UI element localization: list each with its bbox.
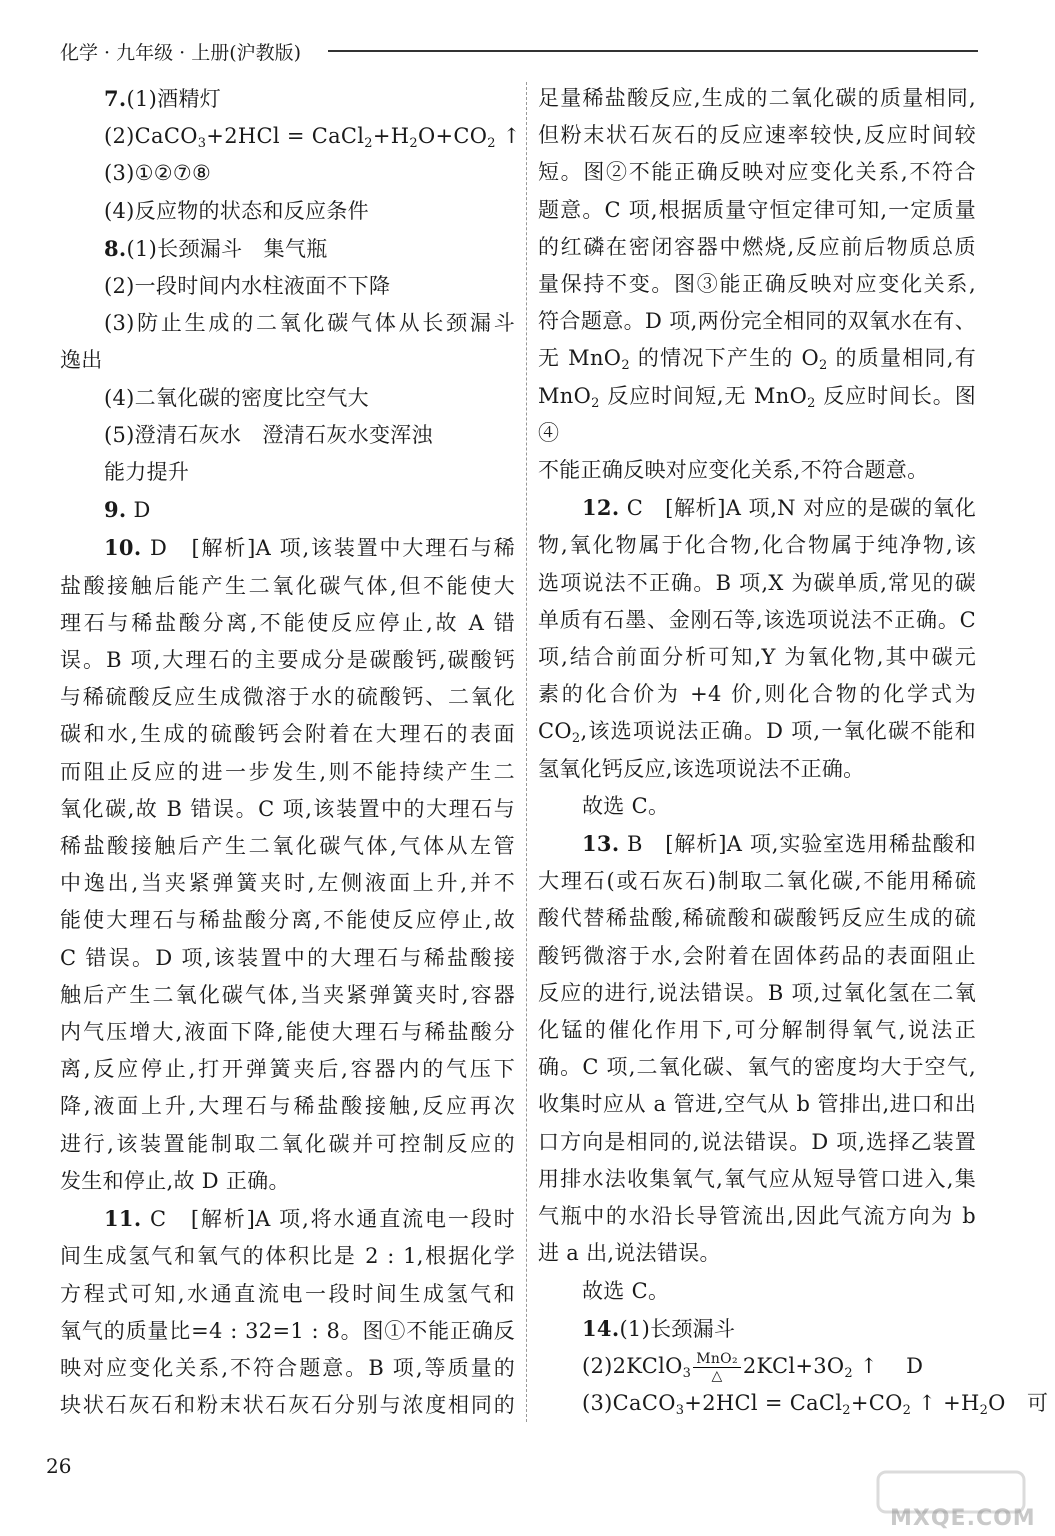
watermark-text: MXQE.COM bbox=[890, 1506, 1036, 1531]
text-segment: 气瓶中的水沿长导管流出,因此气流方向为 b bbox=[538, 1204, 976, 1229]
text-line bbox=[60, 1051, 515, 1088]
text-line bbox=[538, 452, 976, 489]
text-line bbox=[60, 380, 515, 417]
text-segment: 故选 C。 bbox=[582, 793, 670, 818]
text-segment: 内气压增大,液面下降,能使大理石与稀盐酸分 bbox=[60, 1020, 515, 1045]
header-rule bbox=[328, 50, 978, 52]
text-line bbox=[538, 1161, 976, 1198]
text-line bbox=[538, 825, 976, 863]
text-line bbox=[60, 342, 515, 379]
text-line bbox=[60, 1163, 515, 1200]
text-segment: 确。C 项,二氧化碳、氧气的密度均大于空气, bbox=[538, 1055, 976, 1080]
text-line bbox=[538, 676, 976, 713]
text-segment: 无 MnO bbox=[538, 346, 622, 371]
text-segment: 2KCl+3O bbox=[742, 1353, 845, 1378]
text-line bbox=[538, 117, 976, 154]
text-segment: 逸出 bbox=[60, 348, 103, 373]
subscript: 2 bbox=[409, 136, 418, 152]
text-segment: 反应时间短,无 MnO bbox=[599, 383, 808, 408]
text-segment: C 错误。D 项,该装置中的大理石与稀盐酸接 bbox=[60, 945, 515, 970]
text-segment: 不能正确反映对应变化关系,不符合题意。 bbox=[538, 458, 929, 483]
subscript: 2 bbox=[487, 136, 496, 152]
subscript: 2 bbox=[591, 395, 600, 411]
text-segment: (4)反应物的状态和反应条件 bbox=[104, 198, 369, 223]
text-line bbox=[60, 491, 515, 529]
heat-symbol: △ bbox=[711, 1367, 723, 1384]
text-segment: 单质有石墨、金刚石等,该选项说法不正确。C bbox=[538, 607, 976, 632]
text-segment: 碳和水,生成的硫酸钙会附着在大理石的表面 bbox=[60, 722, 515, 747]
text-line bbox=[538, 266, 976, 303]
text-line bbox=[60, 529, 515, 567]
text-line bbox=[60, 1126, 515, 1163]
subscript: 2 bbox=[844, 1365, 853, 1381]
text-segment: C [解析]A 项,将水通直流电一段时 bbox=[141, 1207, 515, 1232]
text-segment: 块状石灰石和粉末状石灰石分别与浓度相同的 bbox=[60, 1393, 515, 1418]
text-line bbox=[538, 154, 976, 191]
text-segment: ↑ +H bbox=[911, 1391, 980, 1416]
text-line bbox=[538, 229, 976, 266]
question-number: 12. bbox=[582, 495, 620, 521]
text-segment: D [解析]A 项,该装置中大理石与稀 bbox=[141, 536, 515, 561]
text-segment: ↑ D bbox=[853, 1353, 924, 1378]
text-line bbox=[538, 192, 976, 229]
text-segment: (2)2KClO bbox=[582, 1353, 683, 1378]
text-segment: (4)二氧化碳的密度比空气大 bbox=[104, 385, 369, 410]
text-line bbox=[538, 340, 976, 377]
subscript: 2 bbox=[571, 731, 581, 747]
text-segment: 酸钙微溶于水,会附着在固体药品的表面阻止 bbox=[538, 943, 976, 968]
text-segment: 氧气的质量比=4 : 32=1 : 8。图①不能正确反 bbox=[60, 1318, 515, 1343]
text-segment: 大理石(或石灰石)制取二氧化碳,不能用稀硫 bbox=[538, 869, 976, 894]
text-line bbox=[60, 754, 515, 791]
text-segment: 物,氧化物属于化合物,化合物属于纯净物,该 bbox=[538, 533, 976, 558]
text-line bbox=[60, 679, 515, 716]
text-segment: 降,液面上升,大理石与稀盐酸接触,反应再次 bbox=[60, 1094, 515, 1119]
text-segment: 的质量相同,有 bbox=[827, 346, 977, 371]
subscript: 2 bbox=[364, 136, 373, 152]
text-line bbox=[60, 1313, 515, 1350]
text-segment: ,该选项说法正确。D 项,一氧化碳不能和 bbox=[580, 719, 976, 744]
catalyst-label: MnO₂ bbox=[693, 1351, 741, 1368]
text-line bbox=[60, 1088, 515, 1125]
text-segment: 能使大理石与稀盐酸分离,不能使反应停止,故 bbox=[60, 908, 515, 933]
text-segment: +2HCl = CaCl bbox=[206, 124, 365, 149]
text-segment: D bbox=[126, 498, 151, 523]
text-segment: 中逸出,当夹紧弹簧夹时,左侧液面上升,并不 bbox=[60, 871, 515, 896]
subscript: 2 bbox=[902, 1403, 912, 1419]
text-line bbox=[60, 1238, 515, 1275]
text-segment: (3)CaCO bbox=[582, 1391, 676, 1416]
text-segment: 酸代替稀盐酸,稀硫酸和碳酸钙反应生成的硫 bbox=[538, 906, 976, 931]
text-segment: C [解析]A 项,N 对应的是碳的氧化 bbox=[619, 496, 976, 521]
text-segment: +CO bbox=[850, 1391, 903, 1416]
text-line bbox=[60, 940, 515, 977]
text-segment: +2HCl = CaCl bbox=[684, 1391, 843, 1416]
text-segment: 进行,该装置能制取二氧化碳并可控制反应的 bbox=[60, 1131, 515, 1156]
question-number: 8. bbox=[104, 235, 127, 261]
text-line bbox=[538, 975, 976, 1012]
text-segment: (2)一段时间内水柱液面不下降 bbox=[104, 274, 391, 299]
text-line bbox=[538, 527, 976, 564]
text-segment: ↑ bbox=[495, 124, 521, 149]
question-number: 14. bbox=[582, 1315, 620, 1341]
text-line bbox=[60, 305, 515, 342]
text-segment: 化锰的催化作用下,可分解制得氧气,说法正 bbox=[538, 1018, 976, 1043]
text-segment: O+CO bbox=[417, 124, 488, 149]
text-line bbox=[60, 417, 515, 454]
text-line bbox=[538, 1348, 976, 1385]
text-segment: 盐酸接触后能产生二氧化碳气体,但不能使大 bbox=[60, 573, 515, 598]
text-line bbox=[538, 565, 976, 602]
subscript: 2 bbox=[979, 1403, 989, 1419]
header-title: 化学 · 九年级 · 上册(沪教版) bbox=[60, 42, 302, 64]
text-line bbox=[60, 828, 515, 865]
text-line bbox=[538, 639, 976, 676]
text-line bbox=[538, 938, 976, 975]
text-segment: 触后产生二氧化碳气体,当夹紧弹簧夹时,容器 bbox=[60, 982, 515, 1007]
text-segment: 理石与稀盐酸分离,不能使反应停止,故 A 错 bbox=[60, 610, 515, 635]
text-segment: 素的化合价为 +4 价,则化合物的化学式为 bbox=[538, 682, 976, 707]
text-segment: 的情况下产生的 O bbox=[629, 346, 820, 371]
text-line bbox=[60, 118, 521, 155]
text-line bbox=[538, 900, 976, 937]
text-line bbox=[538, 1273, 976, 1310]
text-line bbox=[538, 80, 976, 117]
text-segment: 误。B 项,大理石的主要成分是碳酸钙,碳酸钙 bbox=[60, 648, 515, 673]
text-line bbox=[60, 977, 515, 1014]
subscript: 2 bbox=[842, 1403, 851, 1419]
text-line bbox=[538, 378, 976, 452]
question-number: 9. bbox=[104, 497, 127, 523]
text-line bbox=[538, 1310, 976, 1348]
text-segment: +H bbox=[372, 124, 410, 149]
right-column bbox=[538, 80, 1049, 1422]
question-number: 10. bbox=[104, 535, 142, 561]
text-line bbox=[60, 155, 515, 192]
text-segment: 故选 C。 bbox=[582, 1278, 670, 1303]
text-line bbox=[538, 788, 976, 825]
text-line bbox=[60, 80, 515, 118]
text-segment: 与稀硫酸反应生成微溶于水的硫酸钙、二氧化 bbox=[60, 685, 515, 710]
text-segment: 口方向是相同的,说法错误。D 项,选择乙装置 bbox=[538, 1129, 976, 1154]
subscript: 3 bbox=[682, 1365, 692, 1381]
text-line bbox=[538, 1049, 976, 1086]
reaction-condition bbox=[693, 1351, 741, 1384]
text-line bbox=[538, 1198, 976, 1235]
text-segment: 收集时应从 a 管进,空气从 b 管排出,进口和出 bbox=[538, 1092, 976, 1117]
text-segment: 间生成氢气和氧气的体积比是 2 : 1,根据化学 bbox=[60, 1244, 515, 1269]
text-line bbox=[60, 1350, 515, 1387]
subscript: 3 bbox=[197, 136, 207, 152]
text-segment: 量保持不变。图③能正确反映对应变化关系, bbox=[538, 272, 976, 297]
text-line bbox=[60, 193, 515, 230]
text-segment: (3)防止生成的二氧化碳气体从长颈漏斗 bbox=[104, 311, 515, 336]
text-segment: (1)酒精灯 bbox=[126, 87, 222, 111]
text-segment: 的红磷在密闭容器中燃烧,反应前后物质总质 bbox=[538, 234, 976, 259]
text-line bbox=[538, 1124, 976, 1161]
text-segment: 离,反应停止,打开弹簧夹后,容器内的气压下 bbox=[60, 1057, 515, 1082]
text-segment: 短。图②不能正确反映对应变化关系,不符合 bbox=[538, 160, 976, 185]
text-segment: CO bbox=[538, 719, 572, 744]
text-segment: (3)①②⑦⑧ bbox=[104, 161, 212, 186]
question-number: 13. bbox=[582, 831, 620, 857]
text-segment: 氢氧化钙反应,该选项说法不正确。 bbox=[538, 756, 865, 781]
column-divider bbox=[526, 82, 527, 1422]
text-segment: 题意。C 项,根据质量守恒定律可知,一定质量 bbox=[538, 197, 976, 222]
text-line bbox=[538, 863, 976, 900]
text-line bbox=[538, 1086, 976, 1123]
text-line bbox=[538, 751, 976, 788]
text-segment: 方程式可知,水通直流电一段时间生成氢气和 bbox=[60, 1281, 515, 1306]
subscript: 2 bbox=[819, 358, 828, 374]
left-column bbox=[60, 80, 521, 1424]
text-segment: (1)长颈漏斗 bbox=[619, 1316, 736, 1341]
text-segment: 能力提升 bbox=[104, 460, 190, 485]
text-segment: 足量稀盐酸反应,生成的二氧化碳的质量相同, bbox=[538, 86, 976, 110]
subscript: 3 bbox=[675, 1403, 685, 1419]
text-line bbox=[60, 1014, 515, 1051]
text-segment: 而阻止反应的进一步发生,则不能持续产生二 bbox=[60, 759, 515, 784]
text-segment: 稀盐酸接触后产生二氧化碳气体,气体从左管 bbox=[60, 834, 515, 859]
question-number: 11. bbox=[104, 1206, 142, 1232]
text-segment: 反应的进行,说法错误。B 项,过氧化氢在二氧 bbox=[538, 980, 976, 1005]
page-header bbox=[60, 38, 978, 68]
text-segment: 进 a 出,说法错误。 bbox=[538, 1241, 721, 1266]
text-segment: 项,结合前面分析可知,Y 为氧化物,其中碳元 bbox=[538, 645, 976, 670]
text-line bbox=[538, 1235, 976, 1272]
text-segment: 用排水法收集氧气,氧气应从短导管口进入,集 bbox=[538, 1166, 976, 1191]
text-line bbox=[60, 642, 515, 679]
text-line bbox=[60, 1200, 515, 1238]
text-segment: MnO bbox=[538, 383, 592, 408]
text-line bbox=[60, 1387, 515, 1424]
text-line bbox=[60, 230, 515, 268]
text-segment: 氧化碳,故 B 错误。C 项,该装置中的大理石与 bbox=[60, 796, 515, 821]
text-segment: 但粉末状石灰石的反应速率较快,反应时间较 bbox=[538, 123, 976, 148]
text-segment: 映对应变化关系,不符合题意。B 项,等质量的 bbox=[60, 1355, 515, 1380]
text-line bbox=[60, 268, 515, 305]
text-segment: (2)CaCO bbox=[104, 124, 198, 149]
subscript: 2 bbox=[807, 395, 816, 411]
text-segment: (5)澄清石灰水 澄清石灰水变浑浊 bbox=[104, 422, 433, 447]
text-segment: O 可 bbox=[988, 1391, 1049, 1416]
text-line bbox=[538, 489, 976, 527]
text-line bbox=[60, 865, 515, 902]
text-segment: 符合题意。D 项,两份完全相同的双氧水在有、 bbox=[538, 309, 976, 334]
text-line bbox=[60, 716, 515, 753]
question-number: 7. bbox=[104, 86, 127, 111]
text-line bbox=[538, 1012, 976, 1049]
text-line bbox=[60, 791, 515, 828]
text-segment: 选项说法不正确。B 项,X 为碳单质,常见的碳 bbox=[538, 570, 976, 595]
text-line bbox=[538, 602, 976, 639]
text-line bbox=[60, 605, 515, 642]
text-segment: 反应时间长。图④ bbox=[538, 383, 977, 445]
text-segment: B [解析]A 项,实验室选用稀盐酸和 bbox=[619, 832, 976, 857]
text-line bbox=[538, 713, 976, 750]
text-line bbox=[538, 1385, 1049, 1422]
subscript: 2 bbox=[621, 358, 630, 374]
text-segment: (1)长颈漏斗 集气瓶 bbox=[126, 236, 328, 261]
page-number: 26 bbox=[46, 1454, 72, 1478]
text-segment: 发生和停止,故 D 正确。 bbox=[60, 1168, 290, 1193]
text-line bbox=[538, 303, 976, 340]
text-line bbox=[60, 902, 515, 939]
text-line bbox=[60, 454, 515, 491]
text-line bbox=[60, 568, 515, 605]
text-line bbox=[60, 1276, 515, 1313]
